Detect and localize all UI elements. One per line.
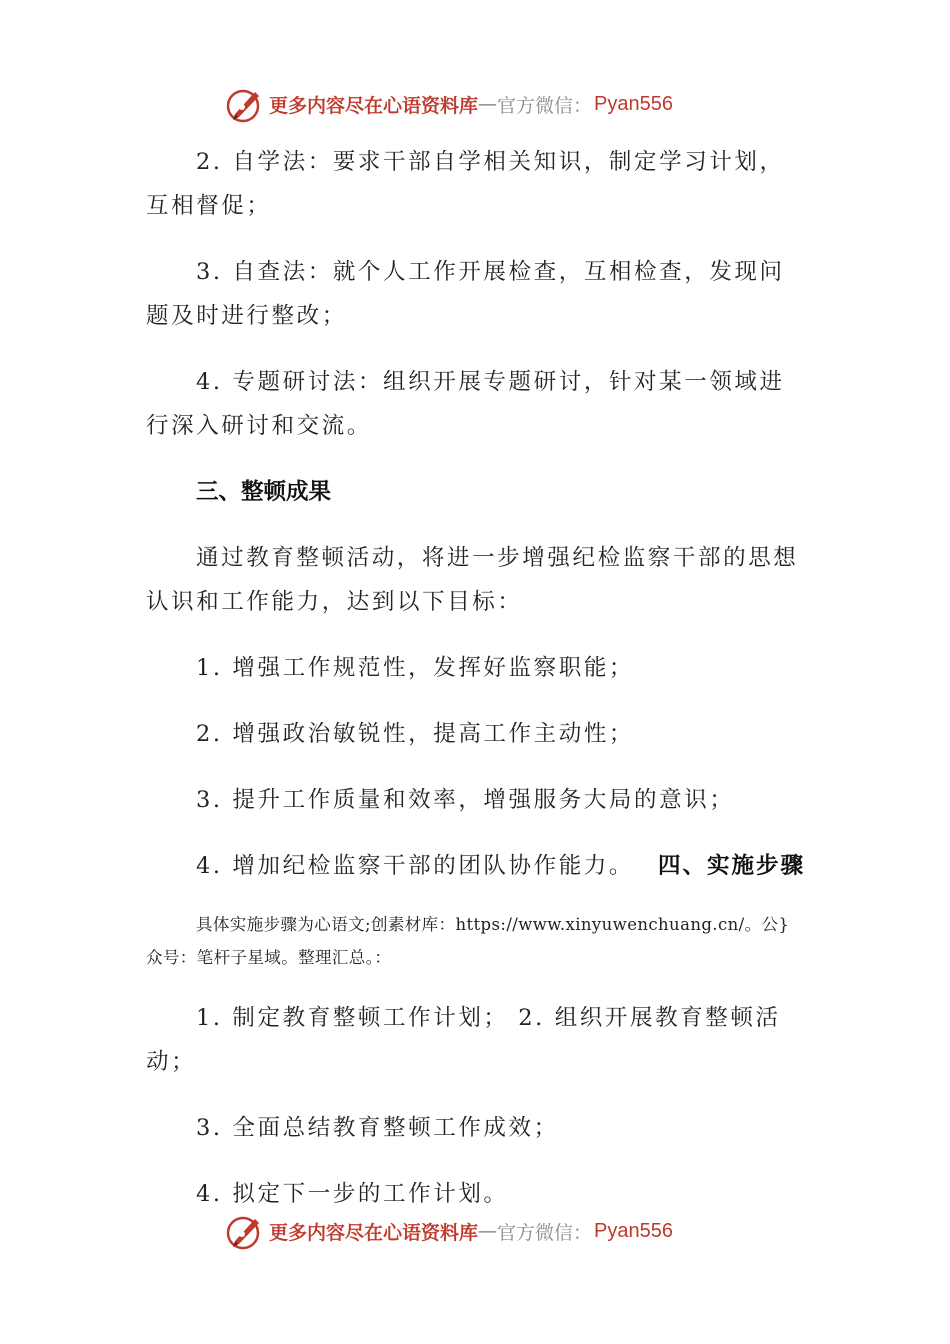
implementation-note: 具体实施步骤为心语文;创素材库：https://www.xinyuwenchuang.cn/。公}众号：笔杆子星域。整理汇总。： — [146, 915, 790, 967]
header-banner — [0, 82, 950, 126]
step-item-3: 3. 全面总结教育整顿工作成效； — [196, 1115, 559, 1141]
goal-item-2: 2. 增强政治敏锐性，提高工作主动性； — [196, 721, 635, 747]
step-item-4: 4. 拟定下一步的工作计划。 — [196, 1181, 509, 1207]
footer-dash: — — [478, 1220, 498, 1242]
banner-dash: — — [478, 93, 498, 115]
paragraph-self-study: 2. 自学法：要求干部自学相关知识，制定学习计划，互相督促； — [146, 149, 785, 219]
footer-banner — [0, 1209, 950, 1253]
pen-logo-icon — [225, 84, 265, 124]
banner-wechat-id: Pyan556 — [594, 92, 673, 115]
paragraph-self-check: 3. 自查法：就个人工作开展检查，互相检查，发现问题及时进行整改； — [146, 259, 785, 329]
banner-content — [225, 82, 673, 126]
goal-item-4-line — [146, 844, 806, 888]
goal-item-4: 4. 增加纪检监察干部的团队协作能力。 — [196, 853, 635, 879]
footer-main-text: 更多内容尽在心语资料库 — [269, 1221, 479, 1244]
goal-item-1: 1. 增强工作规范性，发挥好监察职能； — [196, 655, 635, 681]
banner-main-text: 更多内容尽在心语资料库 — [269, 94, 479, 117]
footer-sub-text: 官方微信： — [497, 1221, 593, 1244]
footer-wechat-id: Pyan556 — [594, 1219, 673, 1242]
pen-logo-icon — [225, 1211, 265, 1251]
step-items-1-2: 1. 制定教育整顿工作计划； 2. 组织开展教育整顿活动； — [146, 1005, 781, 1075]
paragraph-results-intro: 通过教育整顿活动，将进一步增强纪检监察干部的思想认识和工作能力，达到以下目标： — [146, 545, 799, 615]
section-heading-steps: 四、实施步骤 — [658, 853, 806, 879]
banner-sub-text: 官方微信： — [497, 94, 593, 117]
section-heading-results: 三、整顿成果 — [196, 479, 332, 505]
goal-item-3: 3. 提升工作质量和效率，增强服务大局的意识； — [196, 787, 735, 813]
paragraph-seminar: 4. 专题研讨法：组织开展专题研讨，针对某一领域进行深入研讨和交流。 — [146, 369, 785, 439]
footer-banner-content — [225, 1209, 673, 1253]
document-body — [146, 140, 806, 1216]
